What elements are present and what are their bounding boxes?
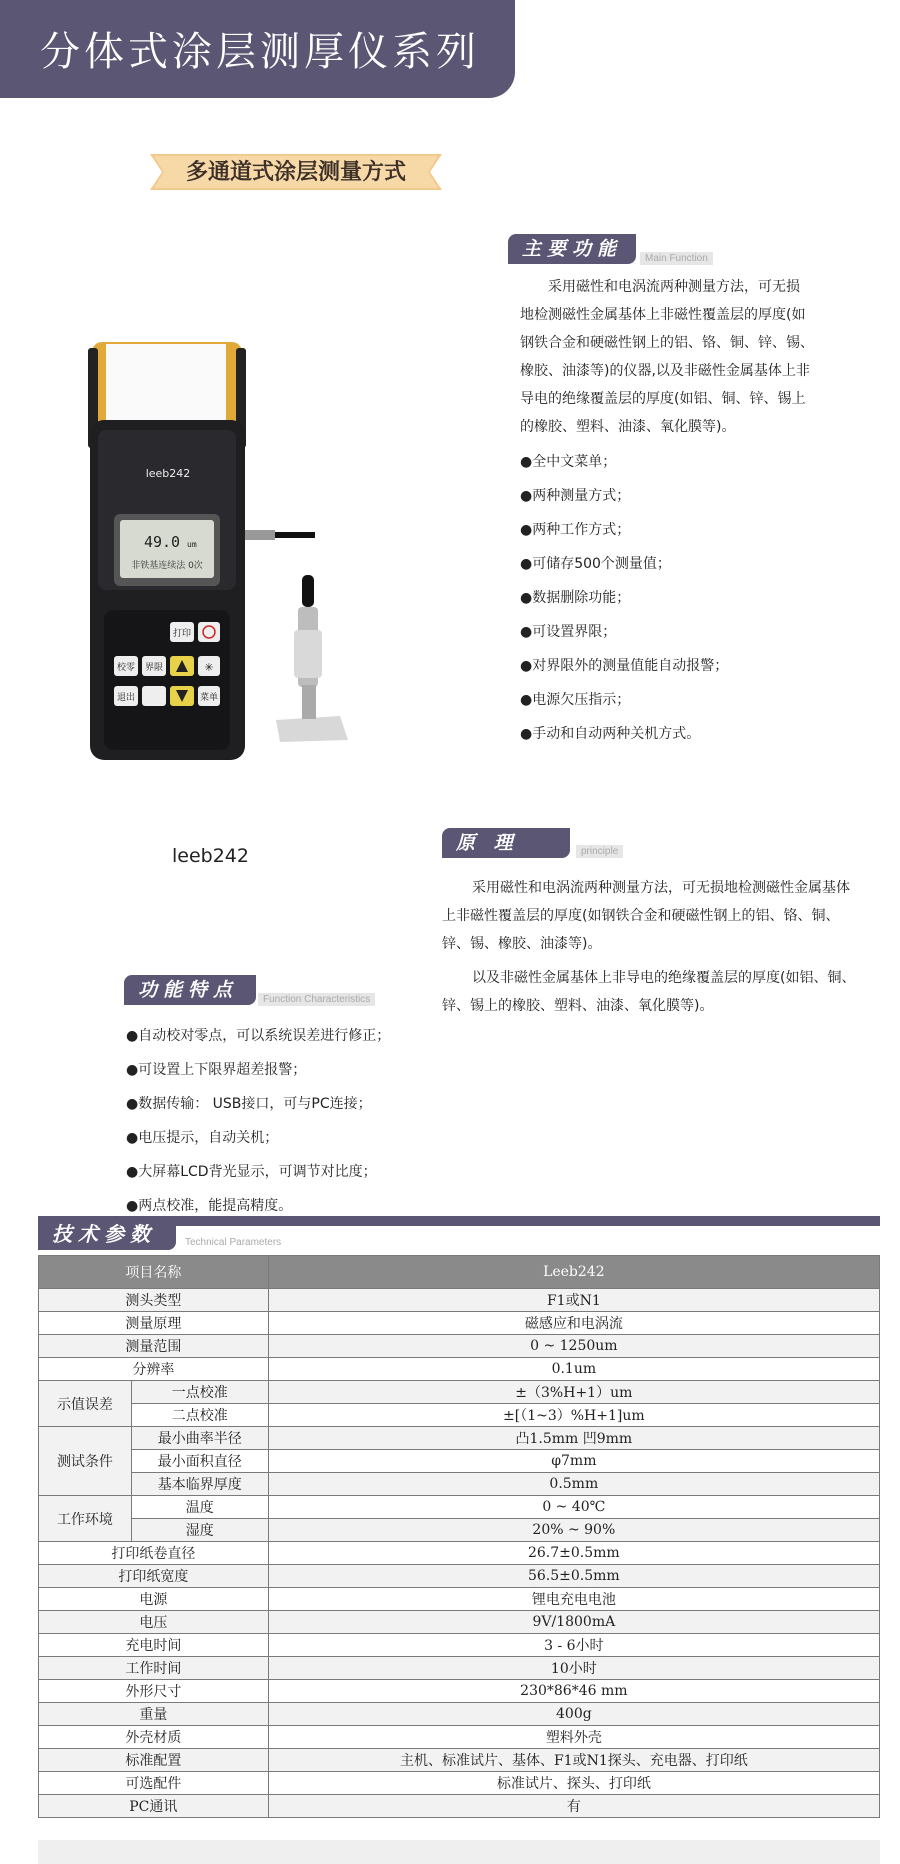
key-menu: 菜单: [199, 693, 219, 703]
paragraph-line: 橡胶、油漆等)的仪器,以及非磁性金属基体上非: [520, 363, 810, 379]
main-function-bullet: ●两种测量方式；: [520, 488, 631, 504]
lcd-unit: um: [187, 540, 197, 549]
main-function-paragraph: [520, 273, 840, 441]
model-caption: leeb242: [172, 845, 249, 867]
table-row: 工作时间 10小时: [39, 1657, 880, 1680]
key-exit: 退出: [116, 693, 136, 703]
header-item: 项目名称: [39, 1256, 269, 1289]
tech-tab: 技术参数: [38, 1218, 176, 1250]
table-row: 重量 400g: [39, 1703, 880, 1726]
table-row: 标准配置 主机、标准试片、基体、F1或N1探头、充电器、打印纸: [39, 1749, 880, 1772]
table-row: 示值误差 一点校准 ±（3%H+1）um: [39, 1381, 880, 1404]
table-row: 打印纸宽度 56.5±0.5mm: [39, 1565, 880, 1588]
principle-subtitle: principle: [576, 845, 623, 858]
features-tab: 功能特点: [124, 975, 256, 1005]
main-function-bullet: ●两种工作方式；: [520, 522, 631, 538]
main-function-tab: 主要功能: [508, 234, 636, 264]
main-function-bullet: ●手动和自动两种关机方式。: [520, 726, 701, 742]
footer-strip: [38, 1840, 880, 1864]
paragraph-line: 导电的绝缘覆盖层的厚度(如铝、铜、锌、锡上: [520, 391, 806, 407]
table-row: 测试条件 最小曲率半径 凸1.5mm 凹9mm: [39, 1427, 880, 1450]
backlight-icon: ✳: [204, 661, 214, 674]
paragraph-line: 地检测磁性金属基体上非磁性覆盖层的厚度(如: [520, 307, 806, 323]
device-brand-text: leeb242: [145, 467, 191, 480]
main-function-bullet: ●电源欠压指示；: [520, 692, 631, 708]
table-row: 电压 9V/1800mA: [39, 1611, 880, 1634]
features-subtitle: Function Characteristics: [258, 993, 375, 1006]
probe: [302, 575, 314, 607]
feature-bullet: ●两点校准，能提高精度。: [126, 1198, 293, 1214]
feature-bullet: ●大屏幕LCD背光显示，可调节对比度；: [126, 1164, 377, 1180]
feature-bullet: ●电压提示，自动关机；: [126, 1130, 279, 1146]
lcd-reading: 49.0: [143, 533, 181, 551]
header-model: Leeb242: [268, 1256, 879, 1289]
table-row: 充电时间 3 - 6小时: [39, 1634, 880, 1657]
sample-plate: [276, 716, 348, 742]
table-row: 最小面积直径 φ7mm: [39, 1450, 880, 1473]
feature-bullet: ●可设置上下限界超差报警；: [126, 1062, 307, 1078]
table-row: 外壳材质 塑料外壳: [39, 1726, 880, 1749]
feature-bullet: ●自动校对零点，可以系统误差进行修正；: [126, 1028, 391, 1044]
principle-line: 锌、锡、橡胶、油漆等)。: [442, 936, 602, 952]
spec-table: [38, 1255, 880, 1818]
table-row: 电源 锂电充电电池: [39, 1588, 880, 1611]
table-row: 分辨率 0.1um: [39, 1358, 880, 1381]
table-header-row: [39, 1256, 880, 1289]
principle-line: 锌、锡上的橡胶、塑料、油漆、氧化膜等)。: [442, 998, 714, 1014]
main-function-bullet: ●可设置界限；: [520, 624, 617, 640]
table-row: 湿度 20% ~ 90%: [39, 1519, 880, 1542]
feature-bullet: ●数据传输： USB接口，可与PC连接；: [126, 1096, 372, 1112]
principle-tab: 原 理: [442, 828, 570, 858]
table-row: 工作环境 温度 0 ~ 40℃: [39, 1496, 880, 1519]
table-row: 测量范围 0 ~ 1250um: [39, 1335, 880, 1358]
ribbon-label: 多通道式涂层测量方式: [185, 159, 406, 185]
main-function-bullet: ●全中文菜单；: [520, 454, 617, 470]
principle-line: 采用磁性和电涡流两种测量方法，可无损地检测磁性金属基体: [472, 880, 850, 896]
table-row: 二点校准 ±[（1~3）%H+1]um: [39, 1404, 880, 1427]
tech-subtitle: Technical Parameters: [185, 1237, 282, 1248]
page-title: 分体式涂层测厚仪系列: [40, 29, 480, 75]
principle-paragraph: [442, 874, 882, 1020]
principle-line: 以及非磁性金属基体上非导电的绝缘覆盖层的厚度(如铝、铜、: [472, 970, 856, 986]
principle-line: 上非磁性覆盖层的厚度(如钢铁合金和硬磁性钢上的铝、铬、铜、: [442, 908, 840, 924]
key-print: 打印: [172, 629, 192, 639]
main-function-bullet: ●可储存500个测量值；: [520, 556, 671, 572]
table-row: 测量原理 磁感应和电涡流: [39, 1312, 880, 1335]
key-limit: 界限: [144, 663, 164, 673]
table-row: PC通讯 有: [39, 1795, 880, 1818]
main-function-subtitle: Main Function: [640, 252, 713, 265]
paragraph-line: 采用磁性和电涡流两种测量方法，可无损: [548, 279, 800, 295]
paragraph-line: 的橡胶、塑料、油漆、氧化膜等)。: [520, 419, 736, 435]
paragraph-line: 钢铁合金和硬磁性钢上的铝、铬、铜、锌、锡、: [520, 335, 814, 351]
lcd-status-line: 非铁基连续法 0次: [131, 561, 203, 571]
key-zero: 校零: [116, 663, 136, 673]
table-row: 可选配件 标准试片、探头、打印纸: [39, 1772, 880, 1795]
main-function-bullet: ●对界限外的测量值能自动报警；: [520, 658, 729, 674]
table-row: 基本临界厚度 0.5mm: [39, 1473, 880, 1496]
table-row: 打印纸卷直径 26.7±0.5mm: [39, 1542, 880, 1565]
main-function-bullet: ●数据删除功能；: [520, 590, 631, 606]
table-row: 外形尺寸 230*86*46 mm: [39, 1680, 880, 1703]
device-illustration: [80, 330, 420, 770]
table-row: 测头类型 F1或N1: [39, 1289, 880, 1312]
